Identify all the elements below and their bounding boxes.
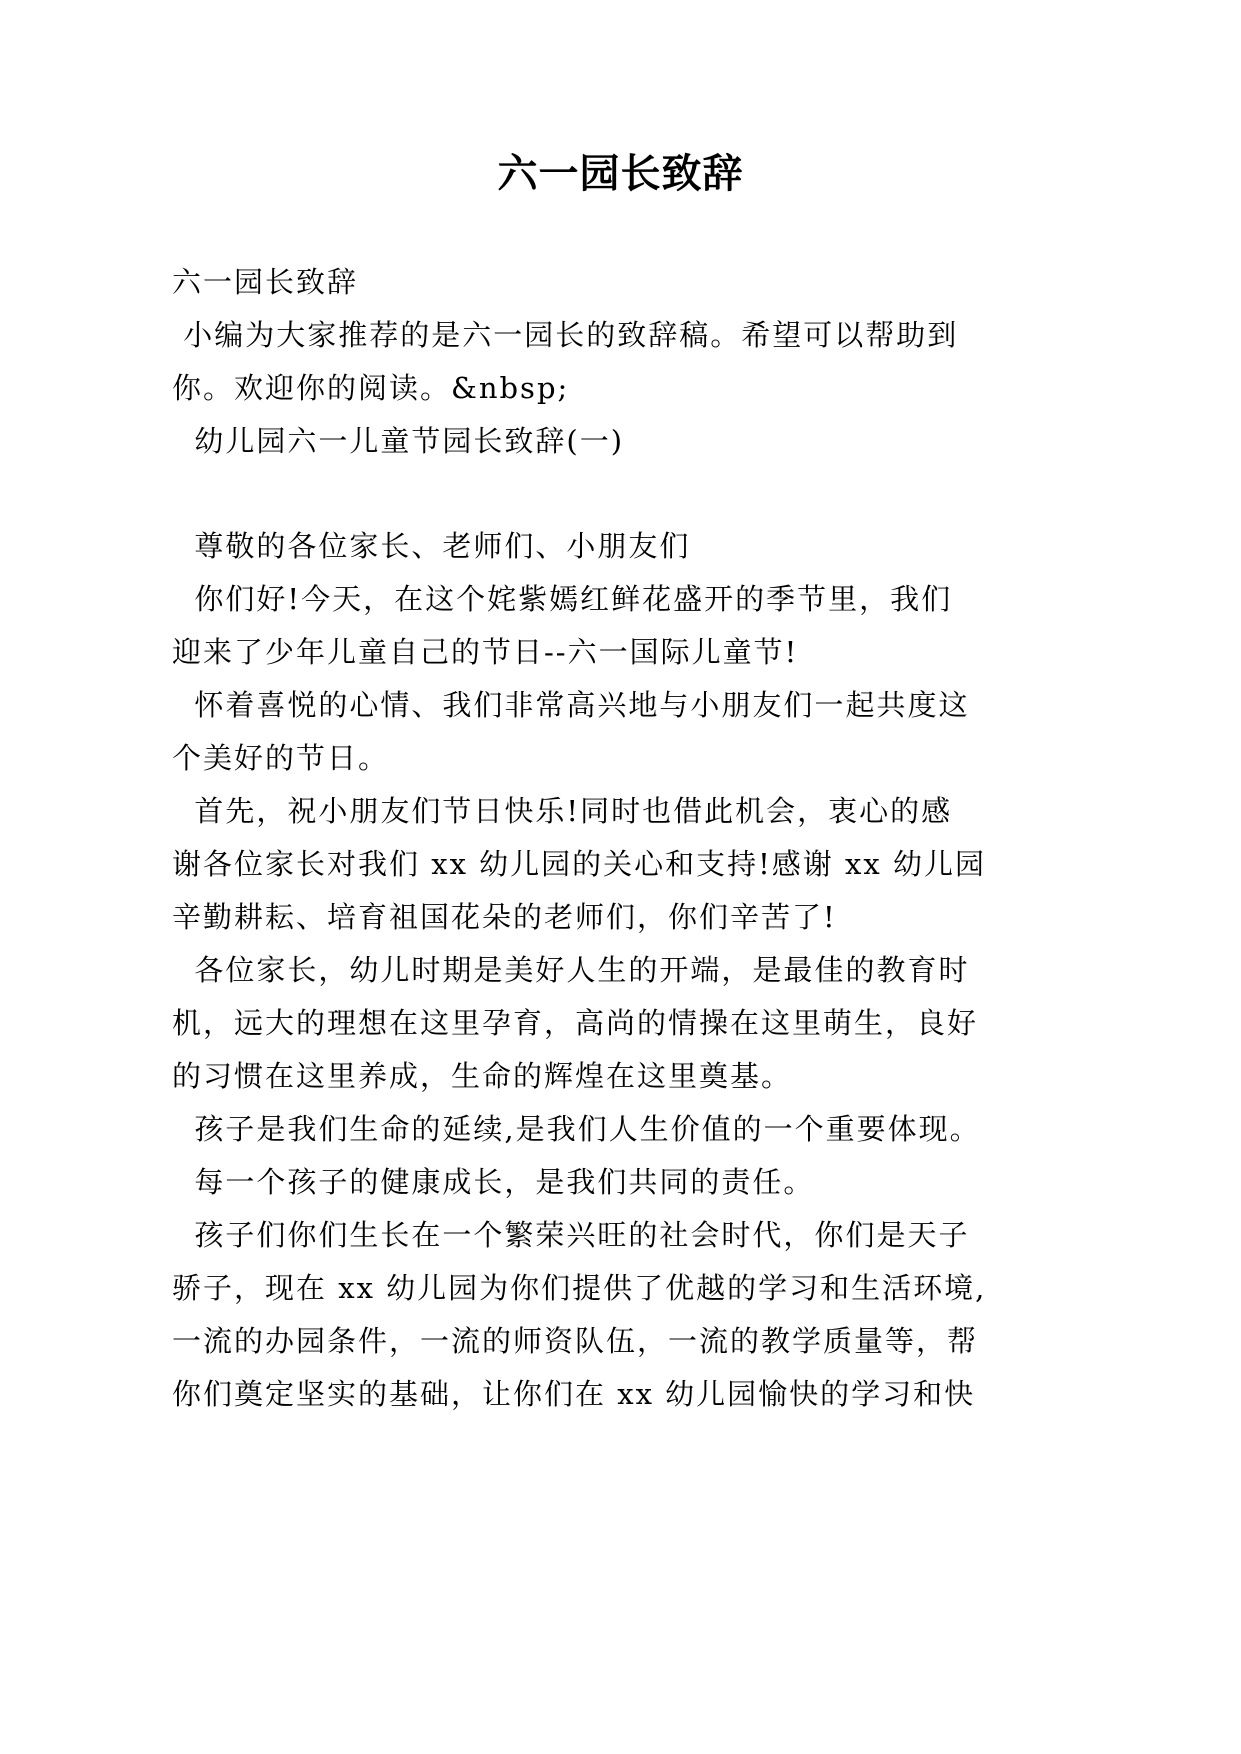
body-line: 的习惯在这里养成，生命的辉煌在这里奠基。 (172, 1059, 793, 1093)
body-line: 各位家长，幼儿时期是美好人生的开端，是最佳的教育时 (172, 953, 970, 987)
document-title: 六一园长致辞 (497, 151, 744, 197)
body-line: 小编为大家推荐的是六一园长的致辞稿。希望可以帮助到 (172, 318, 959, 352)
body-line: 孩子们你们生长在一个繁荣兴旺的社会时代，你们是天子 (172, 1218, 970, 1252)
body-line: 一流的办园条件，一流的师资队伍，一流的教学质量等，帮 (172, 1324, 979, 1358)
body-line: 谢各位家长对我们 xx 幼儿园的关心和支持!感谢 xx 幼儿园 (172, 847, 986, 881)
body-line: 首先，祝小朋友们节日快乐!同时也借此机会，衷心的感 (172, 794, 953, 828)
body-line: 个美好的节日。 (172, 741, 390, 775)
body-line: 骄子，现在 xx 幼儿园为你们提供了优越的学习和生活环境, (172, 1271, 987, 1305)
body-line: 机，远大的理想在这里孕育，高尚的情操在这里萌生，良好 (172, 1006, 979, 1040)
body-line: 六一园长致辞 (172, 265, 359, 299)
body-line: 你。欢迎你的阅读。&nbsp; (172, 371, 570, 405)
body-line: 你们奠定坚实的基础，让你们在 xx 幼儿园愉快的学习和快 (172, 1377, 976, 1411)
body-line: 孩子是我们生命的延续,是我们人生价值的一个重要体现。 (172, 1112, 981, 1146)
body-line: 怀着喜悦的心情、我们非常高兴地与小朋友们一起共度这 (172, 688, 970, 722)
body-line: 辛勤耕耘、培育祖国花朵的老师们，你们辛苦了! (172, 900, 837, 934)
body-line: 幼儿园六一儿童节园长致辞(一) (172, 424, 625, 458)
body-line: 尊敬的各位家长、老师们、小朋友们 (172, 529, 691, 563)
body-line: 迎来了少年儿童自己的节日--六一国际儿童节! (172, 635, 799, 669)
body-line: 每一个孩子的健康成长，是我们共同的责任。 (172, 1165, 815, 1199)
body-line: 你们好!今天，在这个姹紫嫣红鲜花盛开的季节里，我们 (172, 582, 953, 616)
